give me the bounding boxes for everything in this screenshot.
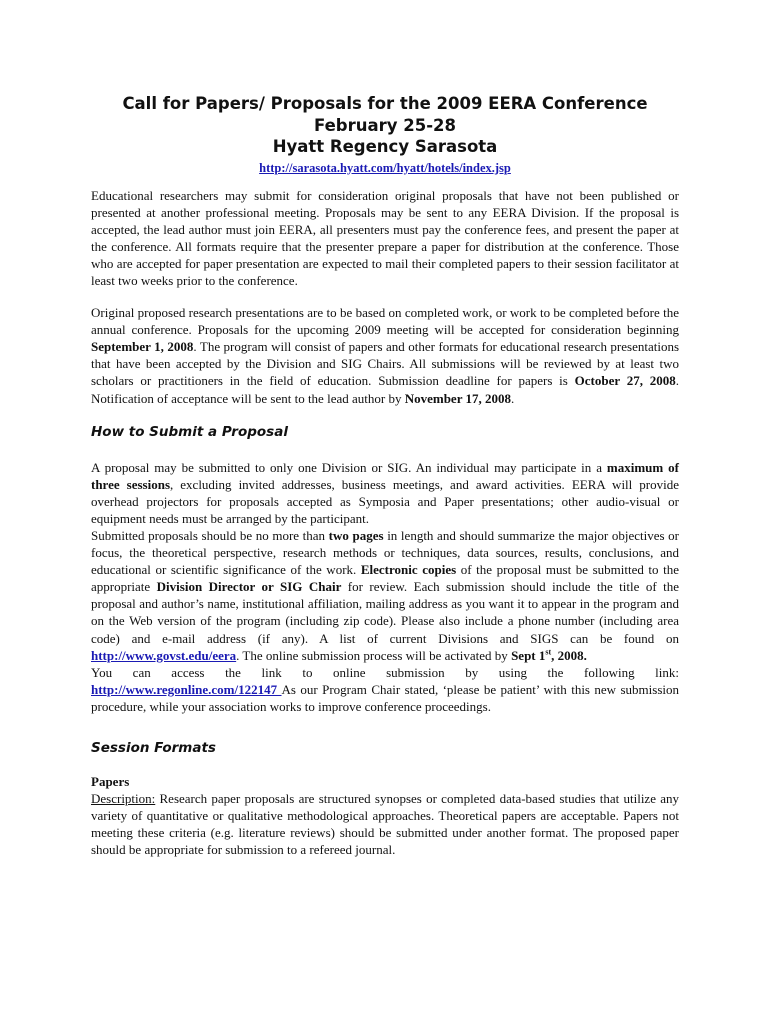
- text: Original proposed research presentations are to be based on completed work, or work to be completed before the annual conference. Proposals for the upcoming 2009 meeting will be accepted for consideration beginning: [91, 305, 679, 338]
- ordinal-suffix: st: [545, 647, 552, 657]
- text: , 2008.: [551, 647, 587, 663]
- intro-p1-text: Educational researchers may submit for consideration original proposals that have not been published or presented at another professional meeting. Proposals may be sent to any EERA Division. If the proposal is accepted, the lead author must join EERA, all presenters must pay the conference fees, and present the paper at the conference. All formats require that the presenter prepare a paper for distribution at the conference. Those who are accepted for paper presentation are expected to mail their completed papers to their session facilitator at least two weeks prior to the conference.: [91, 187, 679, 288]
- papers-description: [91, 790, 679, 858]
- text: Submitted proposals should be no more than: [91, 528, 329, 543]
- conference-dates: February 25-28: [313, 115, 457, 135]
- document-title: Call for Papers/ Proposals for the 2009 EERA Conference: [122, 94, 648, 113]
- regonline-link[interactable]: http://www.regonline.com/122147: [91, 681, 282, 697]
- text: , excluding invited addresses, business meetings, and award activities. EERA will provide overhead projectors for proposals accepted as Symposia and Paper presentations; other audio-visual or equipment needs must be arranged by the participant.: [91, 476, 680, 526]
- text: . The online submission process will be activated by: [236, 647, 512, 663]
- text: in length and should summarize the major objectives or focus, the theoretical perspective, research methods or techniques, data sources, results, conclusions, and educational or scientific significance of the work.: [91, 528, 679, 578]
- text: of the proposal must be submitted to the appropriate: [91, 562, 679, 595]
- activation-date: [511, 648, 587, 663]
- text: As our Program Chair stated, ‘please be patient’ with this new submission procedure, while your association works to improve conference proceedings.: [91, 681, 679, 714]
- text: A proposal may be submitted to only one Division or SIG. An individual may participate in a: [91, 459, 607, 475]
- how-paragraph-3-line1: [91, 664, 679, 681]
- text: . Notification of acceptance will be sent to the lead author by: [91, 373, 679, 406]
- notification-date: November 17, 2008: [404, 390, 511, 406]
- text: . The program will consist of papers and other formats for educational research presentations that have been accepted by the Division and SIG Chairs. All submissions will be reviewed by at least two scholars or practitioners in the field of education. Submission deadline for papers is: [91, 339, 679, 389]
- text: .: [510, 390, 515, 406]
- text: Research paper proposals are structured synopses or completed data-based studies that utilize any variety of quantitative or qualitative methodological approaches. Theoretical papers are acceptable. Papers not meeting these criteria (e.g. literature reviews) should be submitted under another format. The proposed paper should be appropriate for submission to a refereed journal.: [91, 791, 679, 858]
- how-paragraph-1: [91, 459, 679, 527]
- start-date: September 1, 2008: [91, 339, 194, 355]
- eera-link[interactable]: http://www.govst.edu/eera: [91, 647, 237, 663]
- division-director: Division Director or SIG Chair: [156, 579, 342, 595]
- session-formats-heading: Session Formats: [91, 740, 216, 757]
- text: Sept 1: [511, 647, 546, 663]
- conference-venue: Hyatt Regency Sarasota: [272, 137, 498, 156]
- how-paragraph-2: [91, 527, 679, 664]
- papers-title: [91, 773, 679, 790]
- text: for review. Each submission should include the title of the proposal and author’s name, institutional affiliation, mailing address as you want it to appear in the program and on the Web version of the program (including zip code). Please also include a phone number (including area code) and e-mail address (if any). A list of current Divisions and SIGS can be found on: [91, 579, 680, 646]
- max-sessions: maximum of three sessions: [91, 459, 679, 492]
- text: You can access the link to online submission by using the following link:: [91, 664, 679, 680]
- papers-label: Papers: [91, 774, 130, 790]
- electronic-copies: Electronic copies: [360, 562, 457, 578]
- page-limit: two pages: [328, 528, 384, 543]
- hotel-link[interactable]: http://sarasota.hyatt.com/hyatt/hotels/index.jsp: [259, 160, 511, 175]
- how-to-submit-heading: How to Submit a Proposal: [91, 423, 288, 440]
- deadline-date: October 27, 2008: [574, 373, 676, 389]
- title-block: [79, 93, 691, 176]
- intro-paragraph-2: [91, 304, 679, 407]
- document-page: [91, 93, 679, 859]
- intro-paragraph-1: [91, 187, 679, 290]
- description-label: Description:: [91, 791, 156, 807]
- how-paragraph-3: [91, 681, 679, 715]
